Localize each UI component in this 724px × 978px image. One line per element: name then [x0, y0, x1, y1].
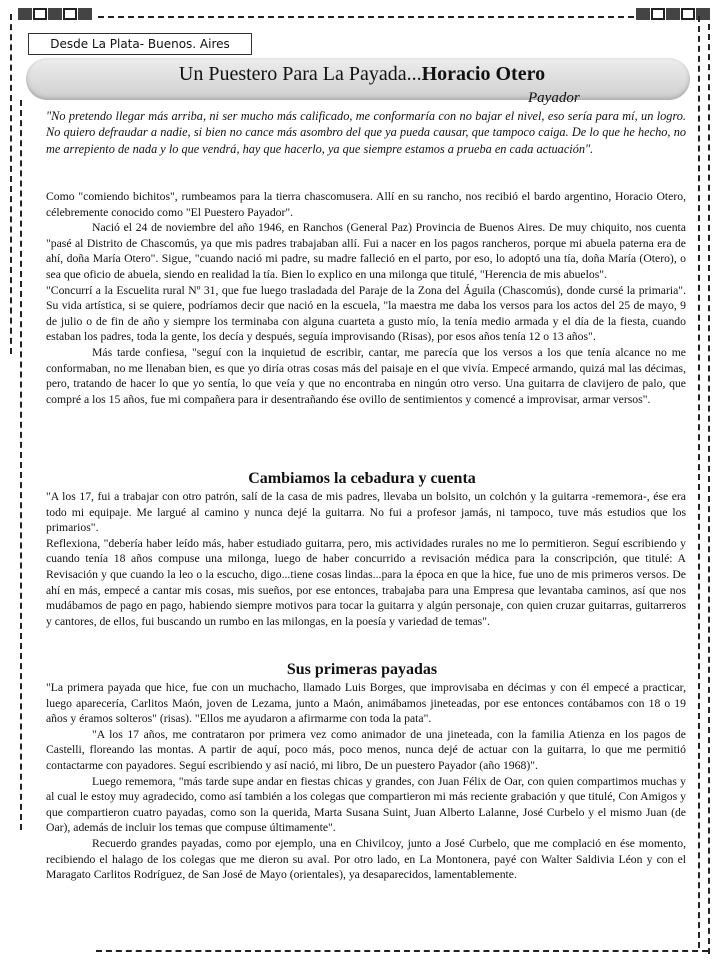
frame-right-line-2: [708, 24, 710, 954]
paragraph: "Concurrí a la Escuelita rural Nº 31, que fue luego trasladada del Paraje de la Zona del Águila (Chascomús), donde cursé la primaria". Su vida artística, si se quiere, podríamos decir que nació en la escuela, "la maestra me daba los versos para los actos del 25 de mayo, 9 de julio o de fin de año y siempre los terminaba con alguna cuarteta a gusto mío, la tenía medio armada y el día de la fiesta, cuando estaban los padres, toda la gente, los decía y después, seguía improvisando (Risas), por esos años tenía 12 o 13 años".: [46, 283, 686, 344]
paragraph: Luego rememora, "más tarde supe andar en fiestas chicas y grandes, con Juan Félix de Oar, con quien compartimos muchas y al cual le estoy muy agradecido, como así también a los colegas que compartieron mi más reciente grabación y que titulé, Con Amigos y que compartieron cuatro payadas, como son la querida, Marta Susana Suint, Juan Alberto Lalanne, José Curbelo y el mismo Juan (de Oar), además de incluir los temas que compuse últimamente".: [46, 774, 686, 835]
paragraph: Nació el 24 de noviembre del año 1946, en Ranchos (General Paz) Provincia de Buenos Aires. De muy chiquito, nos cuenta "pasé al Distrito de Chascomús, ya que mis padres trabajaban allí. Fui a nacer en los pagos rancheros, porque mi abuela paterna era de ahí, doña María Otero". Sigue, "cuando nació mi padre, su madre falleció en el parto, por eso, lo adoptó una tía, doña María (Otero), o sea que oficio de abuela, siendo en realidad la tía. Bien lo explico en una milonga que titulé, "Herencia de mis abuelos".: [46, 221, 686, 281]
section-title: Cambiamos la cebadura y cuenta: [248, 470, 476, 487]
opening-quote: "No pretendo llegar más arriba, ni ser mucho más calificado, me conformaría con no bajar el nivel, eso sería para mí, un logro. No quiero defraudar a nadie, si bien no cance más asombro del que ya pueda causar, que tampoco caiga. De lo que he hecho, no me arrepiento de nada y lo que vendrá, hay que hacerlo, ya que siempre estamos a prueba en cada actuación".: [46, 109, 686, 156]
article-subtitle: Payador: [528, 90, 580, 106]
frame-left-line-2: [20, 100, 22, 830]
paragraph: Reflexiona, "debería haber leído más, haber estudiado guitarra, pero, mis actividades rurales no me lo permitieron. Seguí escribiendo y cuando tenía 18 años compuse una milonga, luego de haber concurrido a revisación médica para la conscripción, que titulé: A Revisación y que cuando la leo o la escucho, digo...tiene cosas lindas...para la época en que la hice, fue uno de mis primeros versos. De ahí en más, empecé a cantar mis cosas, mis sueños, por ese entonces, trabajaba para una Empresa que levantaba caminos, así que nos mudábamos de pago en pago, habiendo siempre motivos para tocar la guitarra y algún personaje, con quien cruzar guitarras, guitarreros y cantores, de ellos, fui buscando un rumbo en las milongas, en la poesía y variedad de temas".: [46, 536, 686, 628]
intro-text: [46, 189, 686, 407]
paragraph: "A los 17, fui a trabajar con otro patrón, salí de la casa de mis padres, llevaba un bolsito, un colchón y la guitarra -rememora-, ése era todo mi equipaje. Me largué al camino y nunca dejé la guitarra. No fui a profesor jamás, ni tampoco, tuve más estudios que los primarios".: [46, 490, 686, 535]
greek-key-ornament-left: [18, 8, 92, 22]
paragraph: Más tarde confiesa, "seguí con la inquietud de escribir, cantar, me parecía que los versos a los que tenía alcance no me conformaban, no me llenaban bien, es que yo diría otras cosas más del paisaje en el que vivía. Empecé armando, quizá mal las décimas, pero, tratando de hacer lo que yo sentía, lo que veía y que no encontraba en ningún otro verso. Una guitarra de clavijero de palo, que compré a los 15 años, fue mi compañera para ir desentrañando ése ovillo de sentimientos y comencé a improvisar, armar versos".: [46, 345, 686, 406]
frame-bottom-line: [96, 950, 708, 952]
section1-text: [46, 489, 686, 629]
paragraph: Como "comiendo bichitos", rumbeamos para la tierra chascomusera. Allí en su rancho, nos recibió el bardo argentino, Horacio Otero, célebremente conocido como "El Puestero Payador".: [46, 190, 686, 219]
paragraph: "A los 17 años, me contrataron por primera vez como animador de una jineteada, con la familia Atienza en los pagos de Castelli, floreando las montas. A partir de aquí, poco más, poco menos, nunca dejé de actuar con la guitarra, lo que me permitió contactarme con payadores. Seguí escribiendo y así nació, mi libro, De un puestero Payador (año 1968)".: [46, 727, 686, 772]
paragraph: Recuerdo grandes payadas, como por ejemplo, una en Chivilcoy, junto a José Curbelo, que me complació en ése momento, recibiendo el halago de los colegas que me dieron su aval. Por otro lado, en La Montonera, payé con Walter Saldivia Léon y con el Maragato Carlitos Rodríguez, de San José de Mayo (orientales), ya desaparecidos, lamentablemente.: [46, 836, 686, 882]
title-name: Horacio Otero: [421, 63, 546, 85]
article-title: [0, 63, 724, 86]
section-title: Sus primeras payadas: [286, 661, 438, 678]
paragraph: "La primera payada que hice, fue con un muchacho, llamado Luis Borges, que improvisaba en décimas y con él empecé a practicar, luego aparecería, Carlitos Maón, joven de Lezama, junto a Maón, animábamos jineteadas, por ese entonces contábamos con 18 o 19 años y éramos solteros" (risas). "Ellos me ayudaron a afirmarme con toda la pata".: [46, 681, 686, 726]
section2-text: [46, 680, 686, 883]
title-prefix: Un Puestero Para La Payada...: [178, 63, 422, 85]
frame-top-line: [98, 16, 634, 18]
source-location: Desde La Plata- Buenos. Aires: [28, 33, 252, 55]
